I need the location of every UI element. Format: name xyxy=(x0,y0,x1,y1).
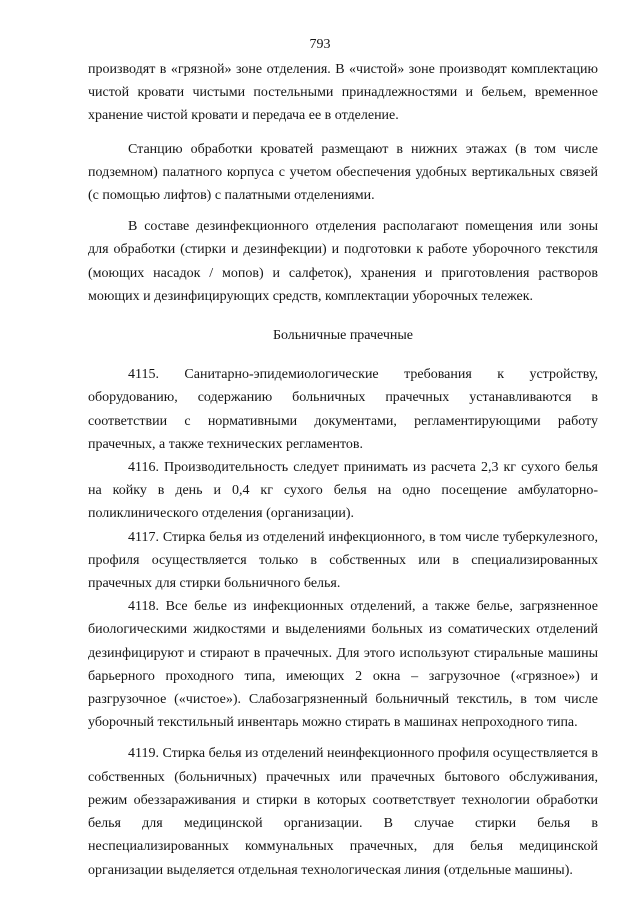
page-body xyxy=(88,58,598,882)
page-number: 793 xyxy=(309,37,331,52)
paragraph-4117: 4117. Стирка белья из отделений инфекционного, в том числе туберкулезного, профиля осуществляется только в собственных или в специализированных прачечных для стирки больничного белья. xyxy=(88,529,598,592)
section-heading: Больничные прачечные xyxy=(272,328,414,344)
paragraph-bed-station: Станцию обработки кроватей размещают в нижних этажах (в том числе подземном) палатного корпуса с учетом обеспечения удобных вертикальных связей (с помощью лифтов) с палатными отделениями. xyxy=(88,141,598,204)
paragraph-4118: 4118. Все белье из инфекционных отделений, а также белье, загрязненное биологическими жидкостями и выделениями больных из соматических отделений дезинфицируют и стирают в прачечных. Для этого используют стиральные машины барьерного проходного типа, имеющих 2 окна – загрузочное («грязное») и разгрузочное («чистое»). Слабозагрязненный больничный текстиль, в том числе уборочный текстильный инвентарь можно стирать в машинах непроходного типа. xyxy=(88,599,598,731)
paragraph-4115: 4115. Санитарно-эпидемиологические требования к устройству, оборудованию, содержанию больничных прачечных устанавливаются в соответствии с нормативными документами, регламентирующими работу прачечных, а также технических регламентов. xyxy=(88,367,598,452)
paragraph-continuation: производят в «грязной» зоне отделения. В «чистой» зоне производят комплектацию чистой кровати чистыми постельными принадлежностями и бельем, временное хранение чистой кровати и передача ее в отделение. xyxy=(88,62,598,124)
paragraph-4119: 4119. Стирка белья из отделений неинфекционного профиля осуществляется в собственных (больничных) прачечных или прачечных бытового обслуживания, режим обеззараживания и стирки в которых соответствует технологии обработки белья для медицинской организации. В случае стирки белья в неспециализированных коммунальных прачечных, для белья медицинской организации выделяется отдельная технологическая линия (отдельные машины). xyxy=(88,746,598,878)
paragraph-disinfection-department: В составе дезинфекционного отделения располагают помещения или зоны для обработки (стирки и дезинфекции) и подготовки к работе уборочного текстиля (моющих насадок / мопов) и салфеток), хранения и приготовления растворов моющих и дезинфицирующих средств, комплектации уборочных тележек. xyxy=(88,219,598,304)
paragraph-4116: 4116. Производительность следует принимать из расчета 2,3 кг сухого белья на койку в день и 0,4 кг сухого белья на одно посещение амбулаторно-поликлинического отделения (организации). xyxy=(88,460,598,522)
